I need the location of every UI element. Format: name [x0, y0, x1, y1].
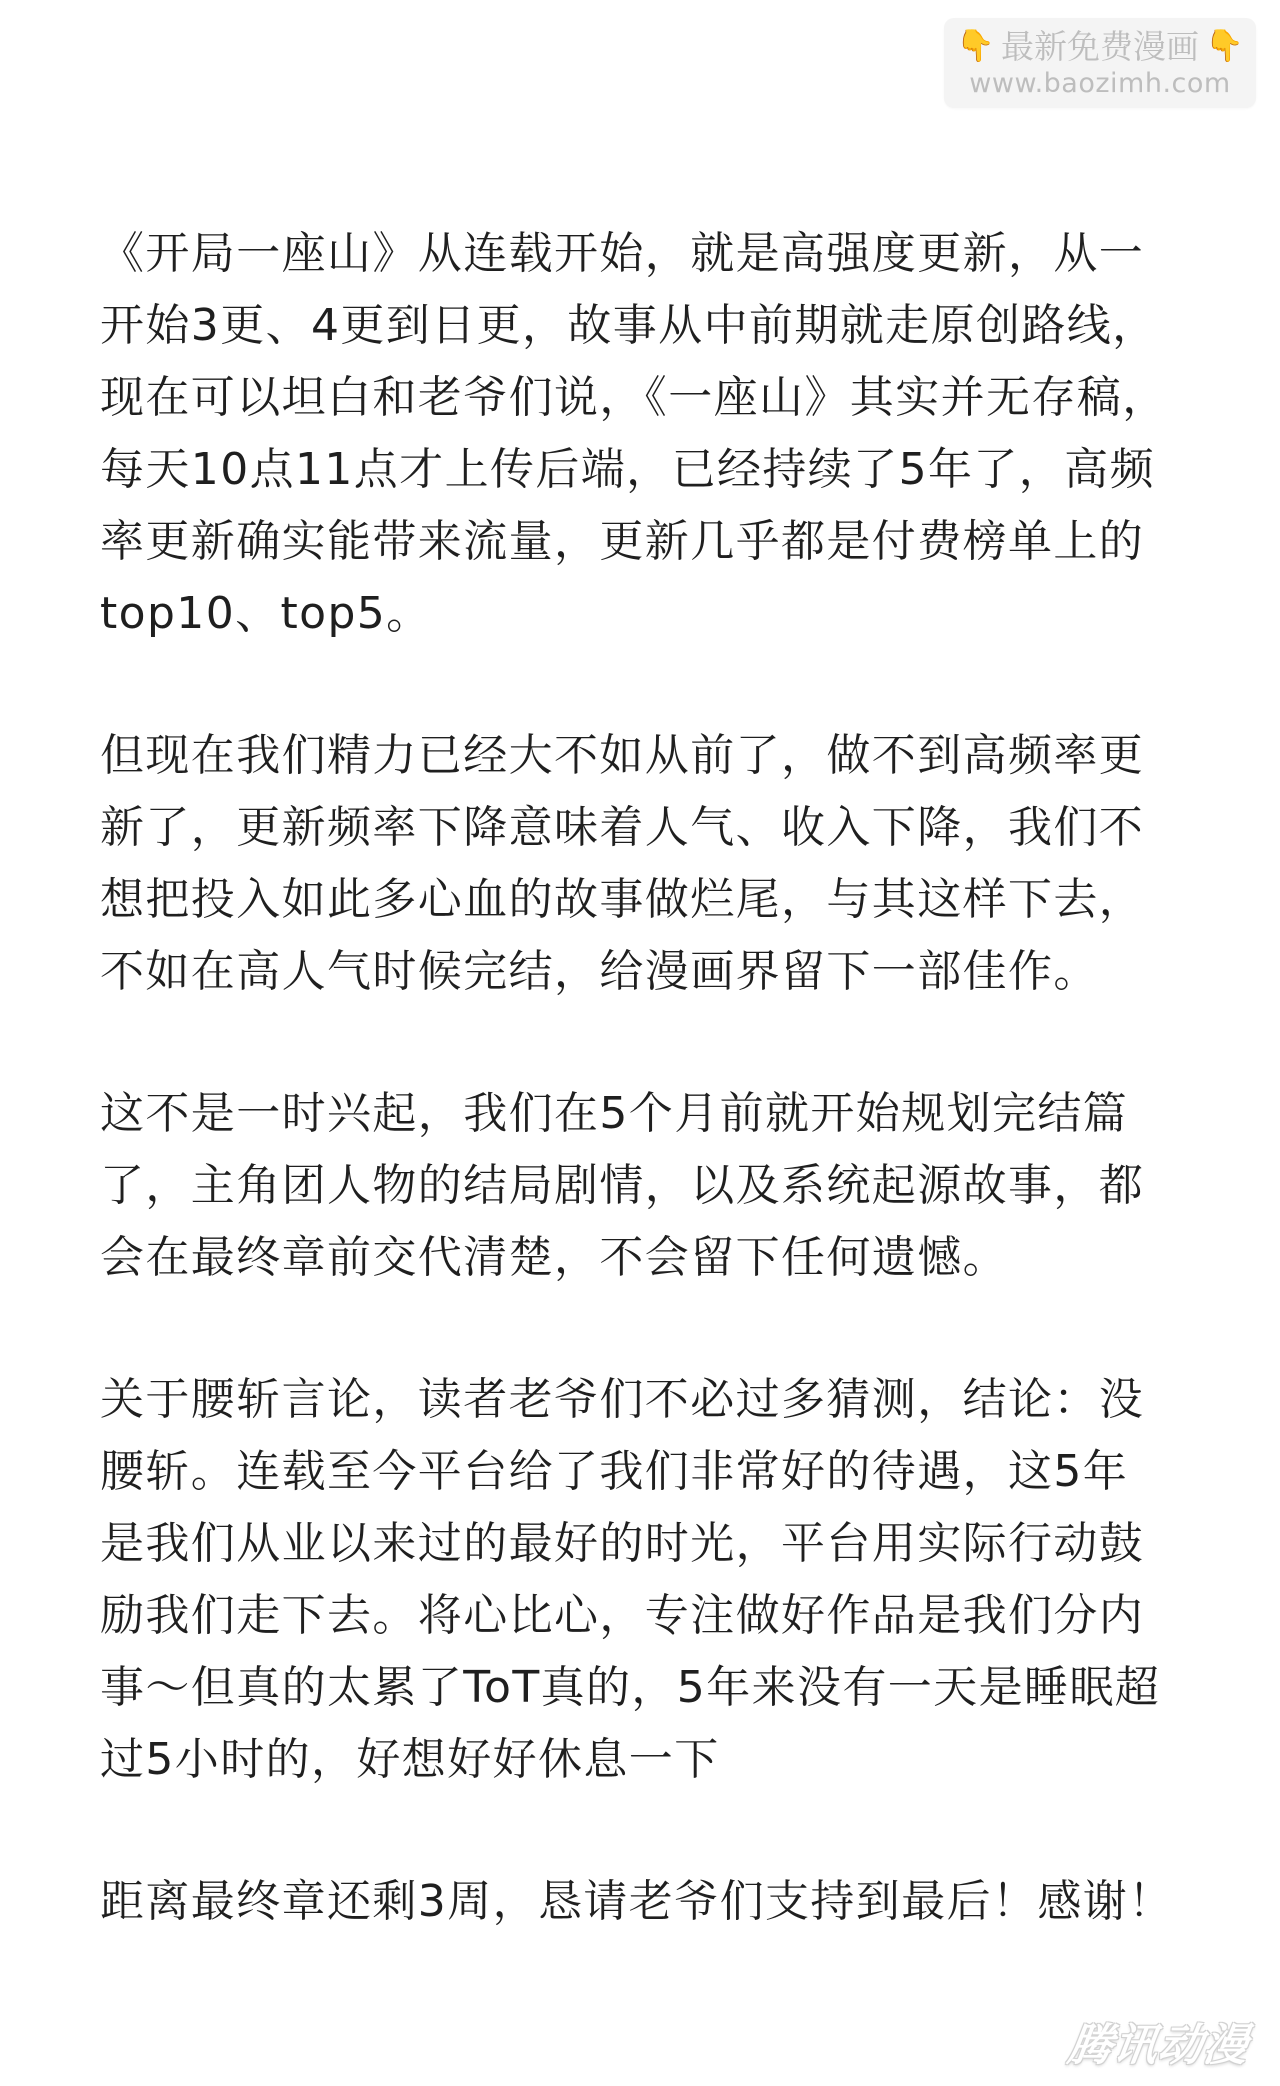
- watermark-title-row: [956, 26, 1244, 66]
- announcement-paragraph-5: 距离最终章还剩3周，恳请老爷们支持到最后！感谢！: [100, 1876, 1174, 1927]
- announcement-paragraph-2: 但现在我们精力已经大不如从前了，做不到高频率更 新了，更新频率下降意味着人气、收入下降，我们不 想把投入如此多心血的故事做烂尾，与其这样下去， 不如在高人气时候完结，给漫画界留下一部佳作。: [100, 730, 1145, 997]
- tencent-comics-logo: 腾讯动漫: [1064, 2020, 1252, 2071]
- announcement-content: [100, 218, 1190, 1938]
- watermark-badge: [944, 18, 1256, 108]
- pointing-down-hand-icon: 👇: [1205, 27, 1244, 64]
- watermark-title: 最新免费漫画: [1001, 26, 1199, 66]
- announcement-paragraph-1: 《开局一座山》从连载开始，就是高强度更新，从一 开始3更、4更到日更，故事从中前期就走原创路线， 现在可以坦白和老爷们说，《一座山》其实并无存稿， 每天10点11点才上传后端，已经持续了5年了，高频 率更新确实能带来流量，更新几乎都是付费榜单上的 top10、top5。: [100, 228, 1168, 639]
- announcement-paragraph-3: 这不是一时兴起，我们在5个月前就开始规划完结篇 了，主角团人物的结局剧情，以及系统起源故事，都 会在最终章前交代清楚，不会留下任何遗憾。: [100, 1088, 1145, 1283]
- pointing-down-hand-icon: 👇: [956, 27, 995, 64]
- announcement-paragraph-4: 关于腰斩言论，读者老爷们不必过多猜测，结论：没 腰斩。连载至今平台给了我们非常好的待遇，这5年 是我们从业以来过的最好的时光，平台用实际行动鼓 励我们走下去。将心比心，专注做好作品是我们分内 事～但真的太累了ToT真的，5年来没有一天是睡眠超 过5小时的，好想好好休息一下: [100, 1374, 1161, 1785]
- watermark-url: www.baozimh.com: [969, 67, 1231, 99]
